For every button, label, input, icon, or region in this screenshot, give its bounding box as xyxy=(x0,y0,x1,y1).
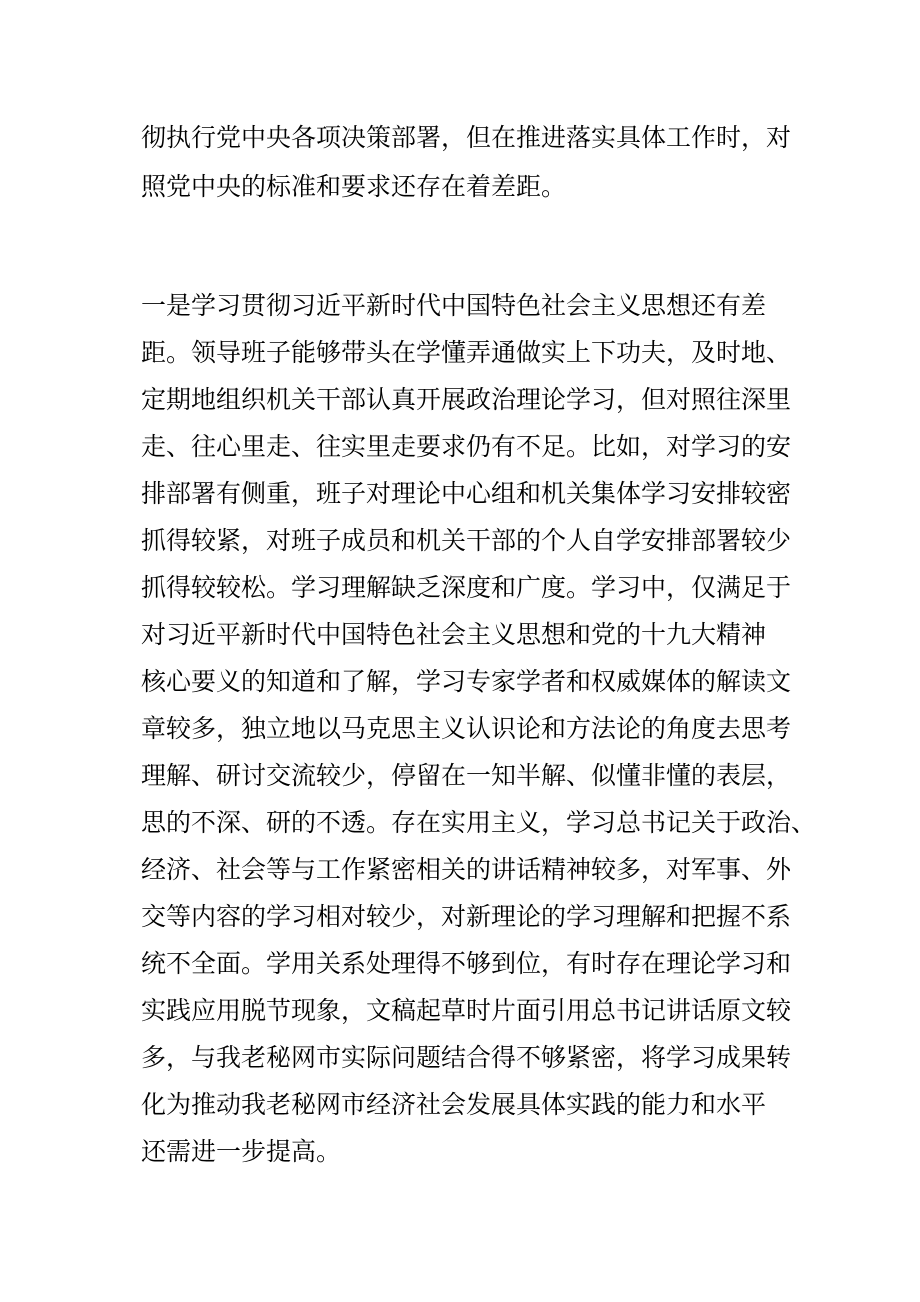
text-line: 排部署有侧重，班子对理论中心组和机关集体学习安排较密 xyxy=(141,479,792,508)
text-line: 经济、社会等与工作紧密相关的讲话精神较多，对军事、外 xyxy=(141,855,792,884)
text-line: 走、往心里走、往实里走要求仍有不足。比如，对学习的安 xyxy=(141,432,792,461)
text-line: 多，与我老秘网市实际问题结合得不够紧密，将学习成果转 xyxy=(141,1043,792,1072)
text-line: 章较多，独立地以马克思主义认识论和方法论的角度去思考 xyxy=(141,714,792,743)
text-line: 距。领导班子能够带头在学懂弄通做实上下功夫，及时地、 xyxy=(141,338,792,367)
text-line: 思的不深、研的不透。存在实用主义，学习总书记关于政治、 xyxy=(141,808,817,837)
text-line: 统不全面。学用关系处理得不够到位，有时存在理论学习和 xyxy=(141,949,792,978)
text-line: 交等内容的学习相对较少，对新理论的学习理解和把握不系 xyxy=(141,902,792,931)
text-line: 一是学习贯彻习近平新时代中国特色社会主义思想还有差 xyxy=(141,291,767,320)
text-line: 核心要义的知道和了解，学习专家学者和权威媒体的解读文 xyxy=(141,667,792,696)
text-line: 实践应用脱节现象，文稿起草时片面引用总书记讲话原文较 xyxy=(141,996,792,1025)
text-line: 还需进一步提高。 xyxy=(141,1137,342,1166)
text-line: 抓得较较松。学习理解缺乏深度和广度。学习中，仅满足于 xyxy=(141,573,792,602)
text-line: 抓得较紧，对班子成员和机关干部的个人自学安排部署较少 xyxy=(141,526,792,555)
text-line: 彻执行党中央各项决策部署，但在推进落实具体工作时，对 xyxy=(141,123,792,152)
text-line: 对习近平新时代中国特色社会主义思想和党的十九大精神 xyxy=(141,620,767,649)
text-line: 化为推动我老秘网市经济社会发展具体实践的能力和水平 xyxy=(141,1090,767,1119)
text-line: 理解、研讨交流较少，停留在一知半解、似懂非懂的表层， xyxy=(141,761,792,790)
text-line: 定期地组织机关干部认真开展政治理论学习，但对照往深里 xyxy=(141,385,792,414)
text-line: 照党中央的标准和要求还存在着差距。 xyxy=(141,172,567,201)
